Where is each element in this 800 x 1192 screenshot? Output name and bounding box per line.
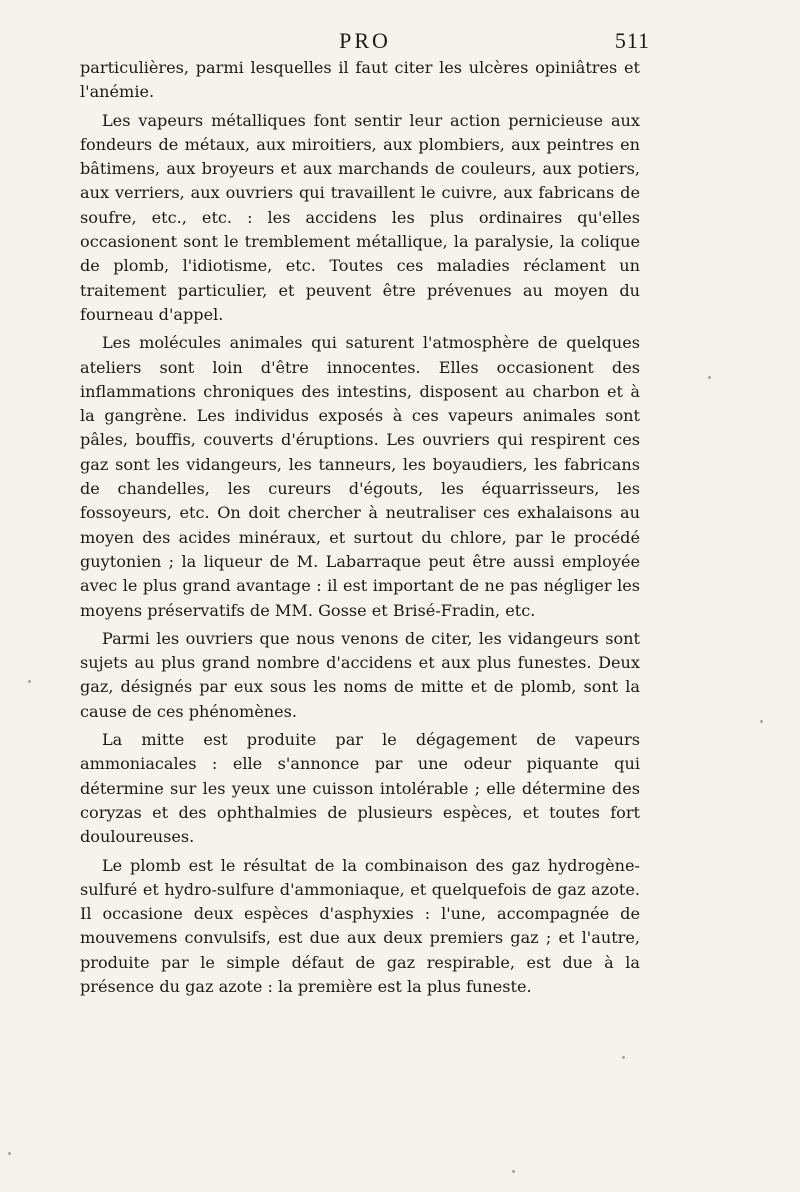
paragraph-vidangeurs: Parmi les ouvriers que nous venons de citer, les vidangeurs sont sujets au plus grand nombre d'accidens et aux plus funestes. Deux gaz, désignés par eux sous les noms de mitte et de plomb, sont la cause de ces phénomènes. [80, 628, 640, 721]
scan-speck [8, 1152, 11, 1155]
scan-speck [708, 376, 711, 379]
body-text [80, 56, 640, 999]
running-head: PRO [339, 28, 391, 53]
paragraph-plomb: Le plomb est le résultat de la combinaison des gaz hydrogène-sulfuré et hydro-sulfure d'ammoniaque, et quelquefois de gaz azote. Il occasione deux espèces d'asphyxies : l'une, accompagnée de mouvemens convulsifs, est due aux deux premiers gaz ; et l'autre, produite par le simple défaut de gaz respirable, est due à la présence du gaz azote : la première est la plus funeste. [80, 855, 640, 996]
paragraph-mitte: La mitte est produite par le dégagement de vapeurs ammoniacales : elle s'annonce par une odeur piquante qui détermine sur les yeux une cuisson intolérable ; elle détermine des coryzas et des ophthalmies de plusieurs espèces, et toutes fort douloureuses. [80, 730, 640, 847]
scan-speck [622, 1056, 625, 1059]
scan-speck [760, 720, 763, 723]
paragraph-metallic-vapours: Les vapeurs métalliques font sentir leur action pernicieuse aux fondeurs de métaux, aux miroitiers, aux plombiers, aux peintres en bâtimens, aux broyeurs et aux marchands de couleurs, aux potiers, aux verriers, aux ouvriers qui travaillent le cuivre, aux fabricans de soufre, etc., etc. : les accidens les plus ordinaires qu'elles occasionent sont le tremblement métallique, la paralysie, la colique de plomb, l'idiotisme, etc. Toutes ces maladies réclament un traitement particulier, et peuvent être prévenues au moyen du fourneau d'appel. [80, 110, 640, 324]
scan-speck [28, 680, 31, 683]
page-number: 511 [614, 28, 650, 53]
paragraph-continuation: particulières, parmi lesquelles il faut citer les ulcères opiniâtres et l'anémie. [80, 58, 640, 102]
paragraph-animal-molecules: Les molécules animales qui saturent l'atmosphère de quelques ateliers sont loin d'être innocentes. Elles occasionent des inflammations chroniques des intestins, disposent au charbon et à la gangrène. Les individus exposés à ces vapeurs animales sont pâles, bouffis, couverts d'éruptions. Les ouvriers qui respirent ces gaz sont les vidangeurs, les tanneurs, les boyaudiers, les fabricans de chandelles, les cureurs d'égouts, les équarrisseurs, les fossoyeurs, etc. On doit chercher à neutraliser ces exhalaisons au moyen des acides minéraux, et surtout du chlore, par le procédé guytonien ; la liqueur de M. Labarraque peut être aussi employée avec le plus grand avantage : il est important de ne pas négliger les moyens préservatifs de MM. Gosse et Brisé-Fradin, etc. [80, 333, 640, 620]
scan-speck [512, 1170, 515, 1173]
